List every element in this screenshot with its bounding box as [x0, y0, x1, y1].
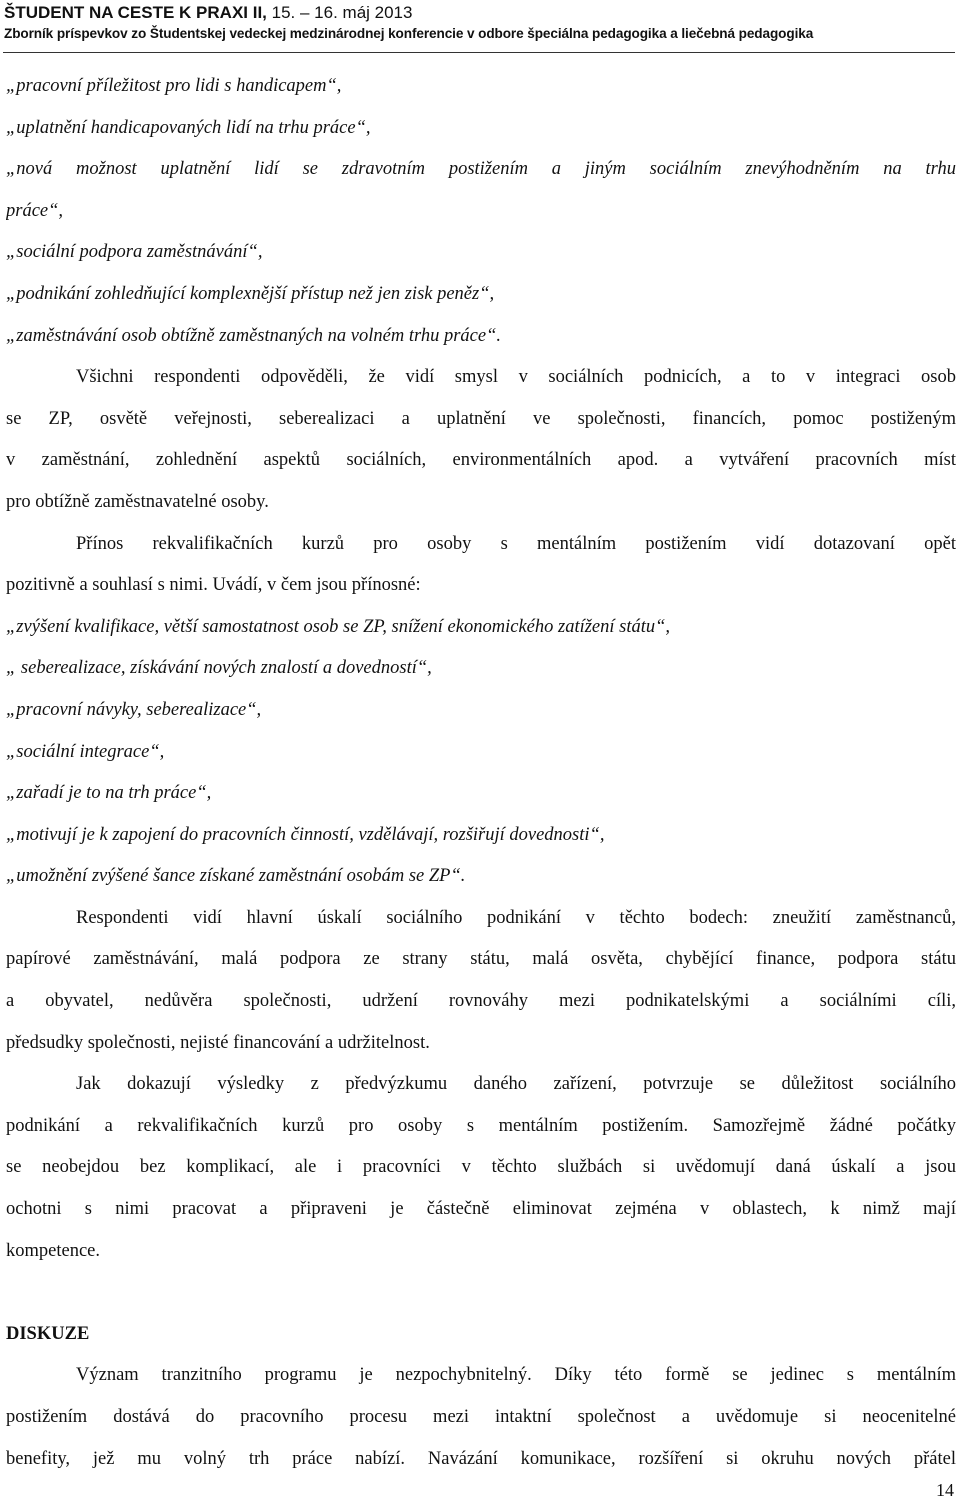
conference-title-line — [4, 2, 954, 24]
text-line: podnikání a rekvalifikačních kurzů pro osoby s mentálním postižením. Samozřejmě žádné počátky — [6, 1115, 956, 1136]
text-line: kompetence. — [6, 1240, 100, 1261]
proceedings-title: Zborník príspevkov zo Študentskej vedeckej medzinárodnej konferencie v odbore špeciálna pedagogika a liečebná pedagogika — [4, 26, 814, 41]
text-line: se neobejdou bez komplikací, ale i pracovníci v těchto službách si uvědomují daná úskalí a jsou — [6, 1157, 956, 1178]
paragraph-benefits — [6, 524, 956, 607]
list-item: „zařadí je to na trh práce“, — [6, 783, 212, 804]
list-item: „pracovní příležitost pro lidi s handicapem“, — [6, 76, 342, 96]
list-item-continuation: práce“, — [6, 200, 64, 221]
page-header — [4, 2, 954, 44]
text-line: se ZP, osvětě veřejnosti, seberealizaci a uplatnění ve společnosti, financích, pomoc postiženým — [6, 408, 956, 429]
header-divider — [3, 52, 955, 53]
page-number: 14 — [936, 1480, 954, 1500]
paragraph-risks — [6, 898, 956, 1064]
conference-title: ŠTUDENT NA CESTE K PRAXI II, — [4, 3, 267, 22]
list-item: „uplatnění handicapovaných lidí na trhu práce“, — [6, 117, 371, 138]
text-line: benefity, jež mu volný trh práce nabízí. Navázání komunikace, rozšíření si okruhu nových přátel — [6, 1448, 956, 1469]
text-line: papírové zaměstnávání, malá podpora ze strany státu, malá osvěta, chybějící finance, podpora státu — [6, 949, 956, 970]
text-line: předsudky společnosti, nejisté financování a udržitelnost. — [6, 1032, 430, 1053]
text-line: Význam tranzitního programu je nezpochybnitelný. Díky této formě se jedinec s mentálním — [76, 1365, 956, 1386]
text-line: pozitivně a souhlasí s nimi. Uvádí, v čem jsou přínosné: — [6, 575, 421, 596]
list-item: „podnikání zohledňující komplexnější přístup než jen zisk peněz“, — [6, 283, 495, 304]
conference-date: 15. – 16. máj 2013 — [271, 3, 413, 22]
definition-list — [6, 66, 956, 357]
section-heading: DISKUZE — [6, 1323, 90, 1344]
paragraph-results — [6, 1064, 956, 1272]
document-body — [6, 66, 956, 1480]
list-item: „umožnění zvýšené šance získané zaměstnání osobám se ZP“. — [6, 866, 466, 887]
text-line: Přínos rekvalifikačních kurzů pro osoby s mentálním postižením vidí dotazovaní opět — [76, 533, 956, 554]
list-item: „motivují je k zapojení do pracovních činností, vzdělávají, rozšiřují dovednosti“, — [6, 824, 605, 845]
text-line: postižením dostává do pracovního procesu mezi intaktní společnost a uvědomuje si neocenitelné — [6, 1407, 956, 1427]
list-item: „zaměstnávání osob obtížně zaměstnaných na volném trhu práce“. — [6, 325, 502, 346]
list-item: „sociální integrace“, — [6, 741, 165, 762]
text-line: a obyvatel, nedůvěra společnosti, udržení rovnováhy mezi podnikatelskými a sociálními cíli, — [6, 991, 956, 1012]
paragraph-purpose — [6, 357, 956, 523]
text-line: Respondenti vidí hlavní úskalí sociálního podnikání v těchto bodech: zneužití zaměstnanců, — [76, 907, 956, 928]
benefits-list — [6, 607, 956, 898]
text-line: Jak dokazují výsledky z předvýzkumu daného zařízení, potvrzuje se důležitost sociálního — [76, 1074, 956, 1095]
spacer — [6, 1272, 956, 1314]
list-item: „zvýšení kvalifikace, větší samostatnost osob se ZP, snížení ekonomického zatížení státu“, — [6, 616, 671, 637]
text-line: ochotni s nimi pracovat a připraveni je částečně eliminovat zejména v oblastech, k nimž mají — [6, 1199, 956, 1220]
list-item: „pracovní návyky, seberealizace“, — [6, 699, 262, 720]
list-item: „nová možnost uplatnění lidí se zdravotním postižením a jiným sociálním znevýhodněním na trhu — [6, 159, 956, 180]
paragraph-discussion — [6, 1355, 956, 1480]
list-item: „ seberealizace, získávání nových znalostí a dovedností“, — [6, 658, 432, 679]
text-line: Všichni respondenti odpověděli, že vidí smysl v sociálních podnicích, a to v integraci osob — [76, 367, 956, 388]
list-item: „sociální podpora zaměstnávání“, — [6, 242, 263, 263]
text-line: pro obtížně zaměstnavatelné osoby. — [6, 491, 269, 512]
text-line: v zaměstnání, zohlednění aspektů sociálních, environmentálních apod. a vytváření pracovních míst — [6, 450, 956, 471]
